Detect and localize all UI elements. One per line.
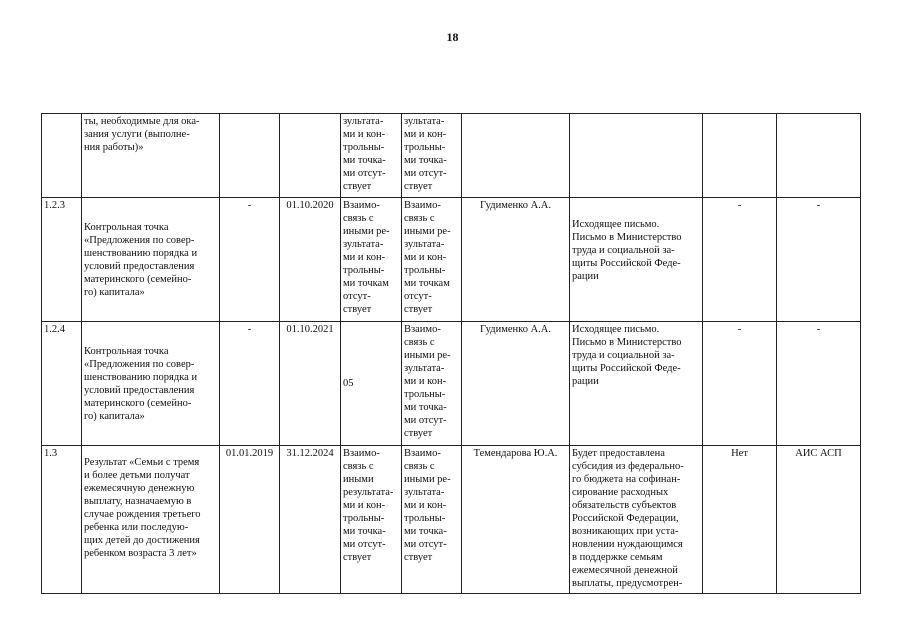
row-relation-1: зультата- ми и кон- трольны- ми точка- ми отсут- ствует [341, 114, 402, 198]
row-end-date: 31.12.2024 [280, 446, 341, 594]
row-end-date [280, 114, 341, 198]
row-document: Исходящее письмо. Письмо в Министерство труда и социальной за- щиты Российской Феде- рации [570, 322, 703, 446]
row-end-date: 01.10.2020 [280, 198, 341, 322]
row-responsible: Темендарова Ю.А. [462, 446, 570, 594]
row-start-date: 01.01.2019 [220, 446, 280, 594]
row-number: 1.3 [42, 446, 82, 594]
row-responsible: Гудименко А.А. [462, 322, 570, 446]
plan-table [41, 113, 861, 594]
row-name: ты, необходимые для ока- зания услуги (выполне- ния работы)» [82, 114, 220, 198]
row-relation-1: 05 [341, 322, 402, 446]
row-end-date: 01.10.2021 [280, 322, 341, 446]
row-name: Контрольная точка «Предложения по совер- шенствованию порядка и условий предоставления материнского (семейно- го) капитала» [82, 322, 220, 446]
row-number [42, 114, 82, 198]
row-col-10: - [777, 198, 861, 322]
row-start-date [220, 114, 280, 198]
row-start-date: - [220, 198, 280, 322]
table-row [42, 114, 861, 198]
row-document [570, 114, 703, 198]
table-row [42, 322, 861, 446]
row-relation-2: Взаимо- связь с иными ре- зультата- ми и кон- трольны- ми точка- ми отсут- ствует [402, 322, 462, 446]
page-number: 18 [446, 30, 459, 44]
row-name: Результат «Семьи с тремя и более детьми получат ежемесячную денежную выплату, назначаемую в случае рождения третьего ребенка или последую- щих детей до достижения ребенком возраста 3 лет» [82, 446, 220, 594]
row-col-9: Нет [703, 446, 777, 594]
row-relation-2: Взаимо- связь с иными ре- зультата- ми и кон- трольны- ми точка- ми отсут- ствует [402, 446, 462, 594]
row-col-10 [777, 114, 861, 198]
table-row [42, 198, 861, 322]
row-responsible: Гудименко А.А. [462, 198, 570, 322]
table-row [42, 446, 861, 594]
row-document: Будет предоставлена субсидия из федерально- го бюджета на софинан- сирование расходных обязательств субъектов Российской Федерации, возникающих при уста- новлении нуждающимся в поддержке семьям ежемесячной денежной выплаты, предусмотрен- [570, 446, 703, 594]
row-relation-1: Взаимо- связь с иными результата- ми и кон- трольны- ми точка- ми отсут- ствует [341, 446, 402, 594]
row-relation-2: зультата- ми и кон- трольны- ми точка- ми отсут- ствует [402, 114, 462, 198]
row-responsible [462, 114, 570, 198]
row-name: Контрольная точка «Предложения по совер- шенствованию порядка и условий предоставления материнского (семейно- го) капитала» [82, 198, 220, 322]
row-relation-1: Взаимо- связь с иными ре- зультата- ми и кон- трольны- ми точкам отсут- ствует [341, 198, 402, 322]
row-number: 1.2.3 [42, 198, 82, 322]
row-document: Исходящее письмо. Письмо в Министерство труда и социальной за- щиты Российской Феде- рации [570, 198, 703, 322]
row-number: 1.2.4 [42, 322, 82, 446]
row-start-date: - [220, 322, 280, 446]
row-relation-2: Взаимо- связь с иными ре- зультата- ми и кон- трольны- ми точкам отсут- ствует [402, 198, 462, 322]
row-col-10: АИС АСП [777, 446, 861, 594]
row-col-9: - [703, 322, 777, 446]
row-col-9: - [703, 198, 777, 322]
row-col-9 [703, 114, 777, 198]
row-col-10: - [777, 322, 861, 446]
